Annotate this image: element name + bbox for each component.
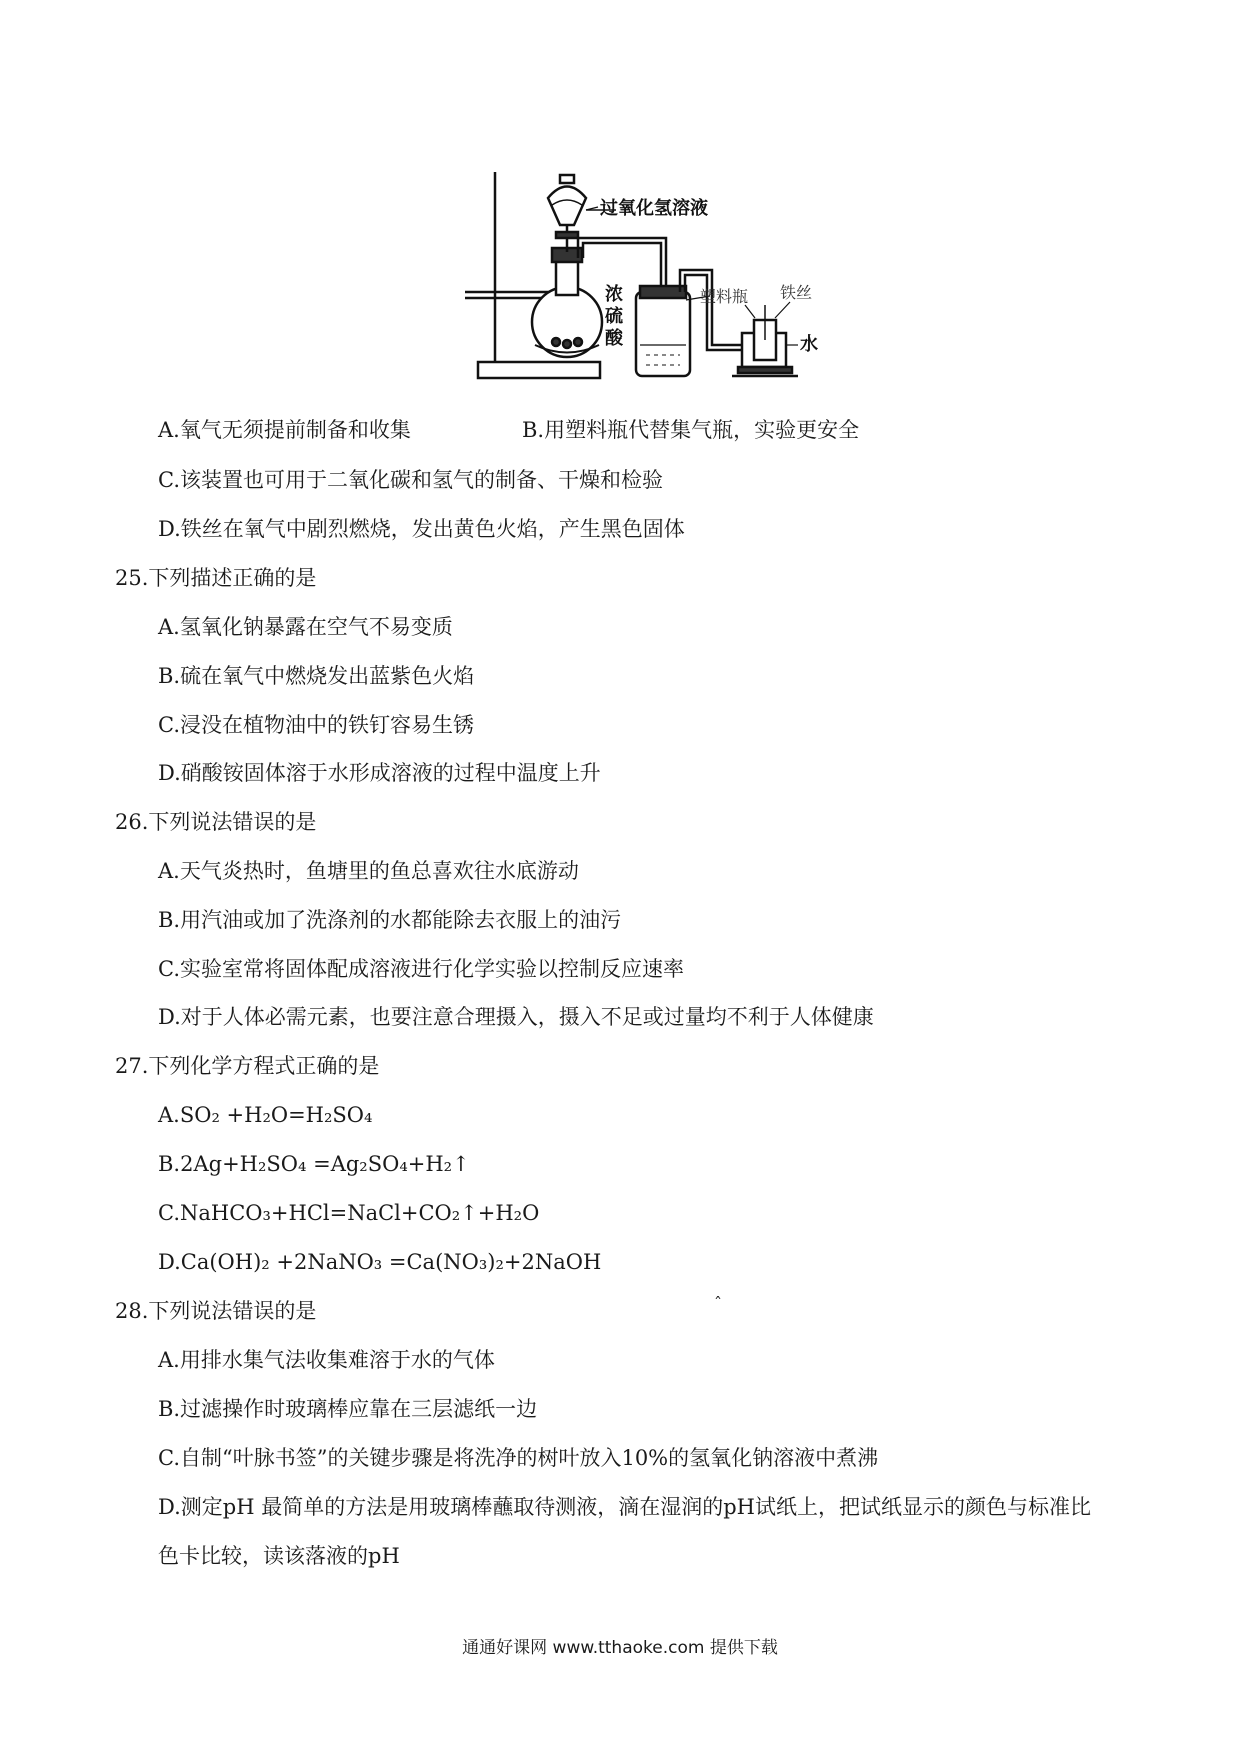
apparatus-figure — [0, 0, 1240, 400]
q26-stem: 26.下列说法错误的是 — [115, 810, 317, 834]
q28-option-b: B.过滤操作时玻璃棒应靠在三层滤纸一边 — [158, 1397, 538, 1421]
q25-option-a: A.氢氧化钠暴露在空气不易变质 — [158, 615, 453, 639]
q26-option-c: C.实验室常将固体配成溶液进行化学实验以控制反应速率 — [158, 957, 684, 981]
separatory-funnel — [548, 187, 586, 226]
q24-option-c: C.该装置也可用于二氧化碳和氢气的制备、干燥和检验 — [158, 468, 663, 492]
q26-option-d: D.对于人体必需元素，也要注意合理摄入，摄入不足或过量均不利于人体健康 — [158, 1005, 874, 1029]
q28-option-d: D.测定pH 最简单的方法是用玻璃棒蘸取待测液，滴在湿润的pH试纸上，把试纸显示的颜色与标准比 — [158, 1495, 1091, 1519]
label-wire: 铁丝 — [780, 283, 813, 302]
q28-option-c: C.自制“叶脉书签”的关键步骤是将洗净的树叶放入10%的氢氧化钠溶液中煮沸 — [158, 1446, 879, 1470]
q25-stem: 25.下列描述正确的是 — [115, 566, 317, 590]
q24-option-a: A.氧气无须提前制备和收集 — [158, 418, 411, 442]
q24-option-b: B.用塑料瓶代替集气瓶，实验更安全 — [522, 418, 860, 442]
q25-option-c: C.浸没在植物油中的铁钉容易生锈 — [158, 713, 474, 737]
q25-option-b: B.硫在氧气中燃烧发出蓝紫色火焰 — [158, 664, 475, 688]
label-acid-2: 硫 — [605, 306, 623, 327]
q27-option-c: C.NaHCO₃+HCl=NaCl+CO₂↑+H₂O — [158, 1201, 540, 1225]
stray-mark: ˆ — [714, 1294, 722, 1313]
wash-bottle — [636, 292, 690, 376]
label-acid-1: 浓 — [605, 284, 623, 305]
label-water: 水 — [800, 334, 818, 355]
label-bottle: 塑料瓶 — [700, 287, 749, 306]
q27-option-d: D.Ca(OH)₂ +2NaNO₃ =Ca(NO₃)₂+2NaOH — [158, 1250, 602, 1274]
q27-option-a: A.SO₂ +H₂O=H₂SO₄ — [158, 1103, 373, 1127]
q24-option-d: D.铁丝在氧气中剧烈燃烧，发出黄色火焰，产生黑色固体 — [158, 517, 685, 541]
q26-option-a: A.天气炎热时，鱼塘里的鱼总喜欢往水底游动 — [158, 859, 579, 883]
footer-source: 通通好课网 www.tthaoke.com 提供下载 — [462, 1638, 778, 1658]
q26-option-b: B.用汽油或加了洗涤剂的水都能除去衣服上的油污 — [158, 908, 622, 932]
label-acid-3: 酸 — [605, 328, 623, 349]
q28-option-d-continued: 色卡比较，读该落液的pH — [158, 1544, 400, 1568]
label-h2o2: 过氧化氢溶液 — [600, 198, 708, 219]
q27-option-b: B.2Ag+H₂SO₄ =Ag₂SO₄+H₂↑ — [158, 1152, 470, 1176]
q27-stem: 27.下列化学方程式正确的是 — [115, 1054, 380, 1078]
q28-stem: 28.下列说法错误的是 — [115, 1299, 317, 1323]
q28-option-a: A.用排水集气法收集难溶于水的气体 — [158, 1348, 495, 1372]
q25-option-d: D.硝酸铵固体溶于水形成溶液的过程中温度上升 — [158, 761, 601, 785]
stand-base — [478, 362, 600, 378]
